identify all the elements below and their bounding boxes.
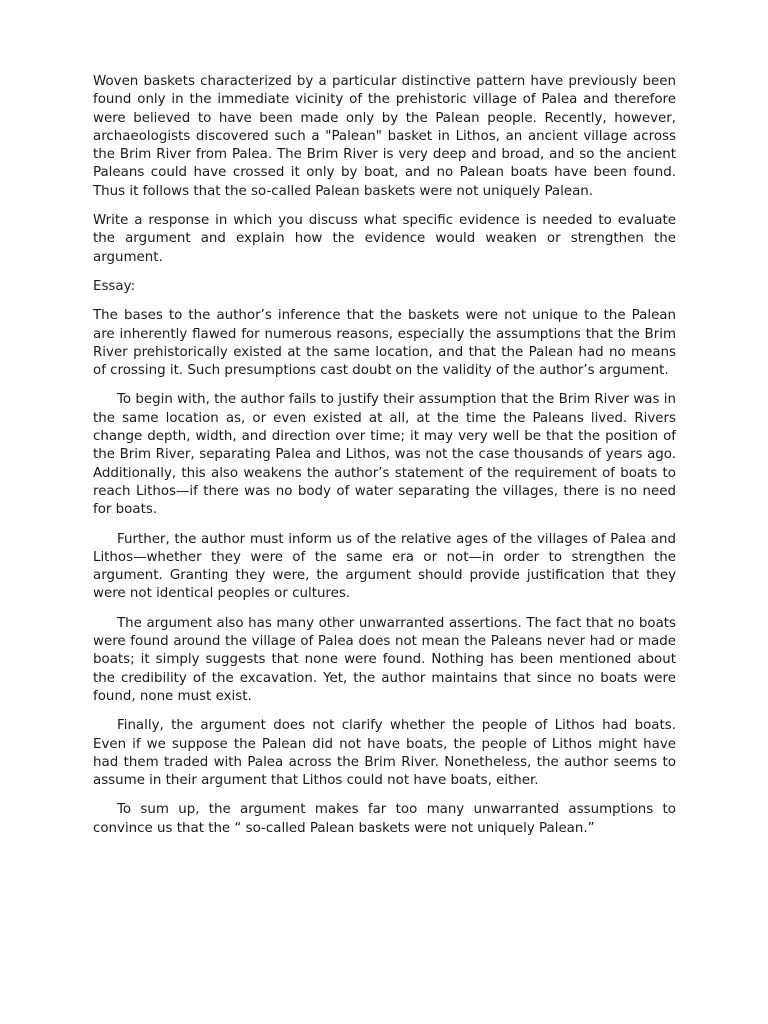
instructions-paragraph: Write a response in which you discuss what specific evidence is needed to evaluate the argument and explain how the evidence would weaken or strengthen the argument. [93,213,676,265]
essay-label: Essay: [93,278,136,294]
essay-paragraph-river: To begin with, the author fails to justify their assumption that the Brim River was in the same location as, or even existed at all, at the time the Paleans lived. Rivers change depth, width, and direction over time; it may very well be that the position of the Brim River, separating Palea and Lithos, was not the case thousands of years ago. Additionally, this also weakens the author’s statement of the requirement of boats to reach Lithos—if there was no body of water separating the villages, there is no need for boats. [93,392,676,518]
prompt-paragraph: Woven baskets characterized by a particular distinctive pattern have previously been found only in the immediate vicinity of the prehistoric village of Palea and therefore were believed to have been made only by the Palean people. Recently, however, archaeologists discovered such a "Palean" basket in Lithos, an ancient village across the Brim River from Palea. The Brim River is very deep and broad, and so the ancient Paleans could have crossed it only by boat, and no Palean boats have been found. Thus it follows that the so-called Palean baskets were not uniquely Palean. [93,74,676,199]
document-page [93,73,676,849]
essay-paragraph-lithos: Finally, the argument does not clarify whether the people of Lithos had boats. Even if we suppose the Palean did not have boats, the people of Lithos might have had them traded with Palea across the Brim River. Nonetheless, the author seems to assume in their argument that Lithos could not have boats, either. [93,718,676,789]
essay-intro-paragraph: The bases to the author’s inference that the baskets were not unique to the Palean are inherently flawed for numerous reasons, especially the assumptions that the Brim River prehistorically existed at the same location, and that the Palean had no means of crossing it. Such presumptions cast doubt on the validity of the author’s argument. [93,308,676,379]
essay-conclusion-paragraph: To sum up, the argument makes far too many unwarranted assumptions to convince us that the “ so-called Palean baskets were not uniquely Palean.” [93,802,676,836]
essay-paragraph-boats: The argument also has many other unwarranted assertions. The fact that no boats were found around the village of Palea does not mean the Paleans never had or made boats; it simply suggests that none were found. Nothing has been mentioned about the credibility of the excavation. Yet, the author maintains that since no boats were found, none must exist. [93,615,676,704]
essay-paragraph-ages: Further, the author must inform us of the relative ages of the villages of Palea and Lithos—whether they were of the same era or not—in order to strengthen the argument. Granting they were, the argument should provide justification that they were not identical peoples or cultures. [93,531,676,602]
